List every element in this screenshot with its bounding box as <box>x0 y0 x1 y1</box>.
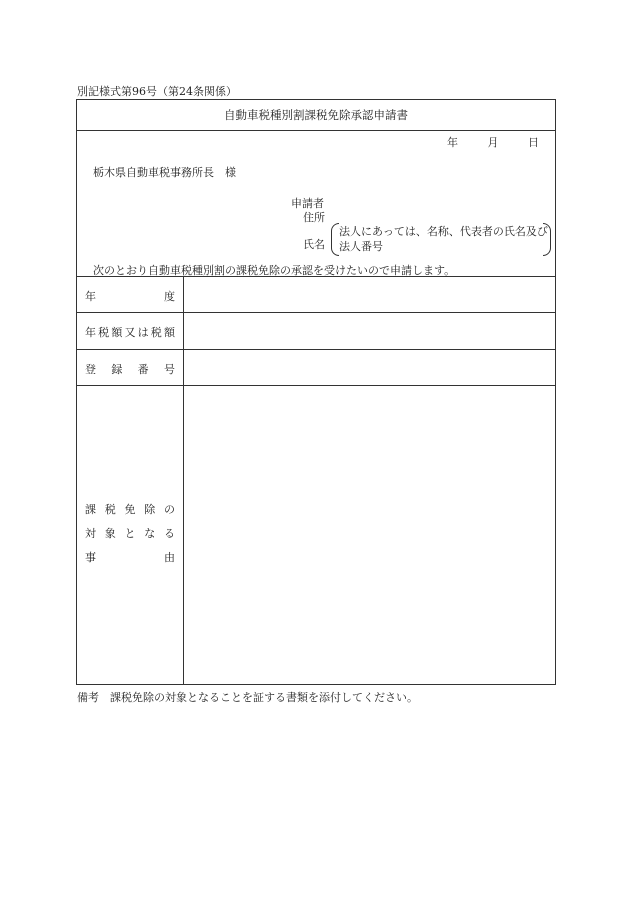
label-char: 由 <box>164 551 175 564</box>
label-char: 税 <box>150 326 162 339</box>
registration-number-label <box>85 361 175 377</box>
label-char: 番 <box>137 363 149 376</box>
day-label: 日 <box>528 136 539 149</box>
fiscal-year-label <box>85 288 175 304</box>
label-char: と <box>124 527 136 540</box>
label-char: 税 <box>104 503 116 516</box>
tax-amount-label <box>85 324 175 340</box>
address-label: 住所 <box>303 211 325 224</box>
reason-label-line3 <box>85 549 175 565</box>
request-text: 次のとおり自動車税種別割の課税免除の承認を受けたいので申請します。 <box>93 264 456 277</box>
fiscal-year-label-cell <box>77 277 184 312</box>
name-label: 氏名 <box>303 238 325 251</box>
registration-number-label-cell <box>77 350 184 385</box>
year-label: 年 <box>447 136 458 149</box>
label-char: 号 <box>163 363 175 376</box>
name-note-text: 法人にあっては、名称、代表者の氏名及び法人番号 <box>339 225 548 253</box>
name-note <box>331 223 551 256</box>
fiscal-year-field[interactable] <box>184 277 555 312</box>
reason-label-line1 <box>85 501 175 517</box>
right-bracket <box>543 223 551 256</box>
label-char: 年 <box>85 326 96 339</box>
reason-label-cell <box>77 386 184 684</box>
label-char: 又 <box>124 326 136 339</box>
label-char: 税 <box>98 326 110 339</box>
label-char: 象 <box>104 527 116 540</box>
label-char: 額 <box>163 326 175 339</box>
tax-amount-row <box>77 312 555 349</box>
reason-label-line2 <box>85 525 175 541</box>
tax-amount-label-cell <box>77 313 184 349</box>
registration-number-row <box>77 349 555 385</box>
label-char: 度 <box>164 290 175 303</box>
label-char: な <box>144 527 156 540</box>
remarks: 備考 課税免除の対象となることを証する書類を添付してください。 <box>77 691 418 704</box>
form-title: 自動車税種別割課税免除承認申請書 <box>77 100 555 131</box>
label-char: 対 <box>85 527 96 540</box>
label-char: る <box>164 527 175 540</box>
registration-number-field[interactable] <box>184 350 555 385</box>
label-char: 録 <box>111 363 123 376</box>
tax-amount-field[interactable] <box>184 313 555 349</box>
label-char: は <box>137 326 149 339</box>
fiscal-year-row <box>77 276 555 312</box>
applicant-label: 申請者 <box>291 197 324 210</box>
month-label: 月 <box>487 136 499 149</box>
label-char: 年 <box>85 290 96 303</box>
label-char: 登 <box>85 363 96 376</box>
addressee: 栃木県自動車税事務所長 様 <box>93 166 236 179</box>
label-char: 除 <box>144 503 156 516</box>
form-number: 別記様式第96号（第24条関係） <box>77 85 237 98</box>
label-char: 事 <box>85 551 96 564</box>
left-bracket <box>331 223 339 256</box>
reason-row <box>77 385 555 684</box>
label-char: 免 <box>124 503 136 516</box>
label-char: 課 <box>85 503 96 516</box>
application-form <box>76 99 556 685</box>
label-char: 額 <box>111 326 123 339</box>
date-line <box>421 134 539 150</box>
reason-field[interactable] <box>184 386 555 684</box>
label-char: の <box>164 503 175 516</box>
